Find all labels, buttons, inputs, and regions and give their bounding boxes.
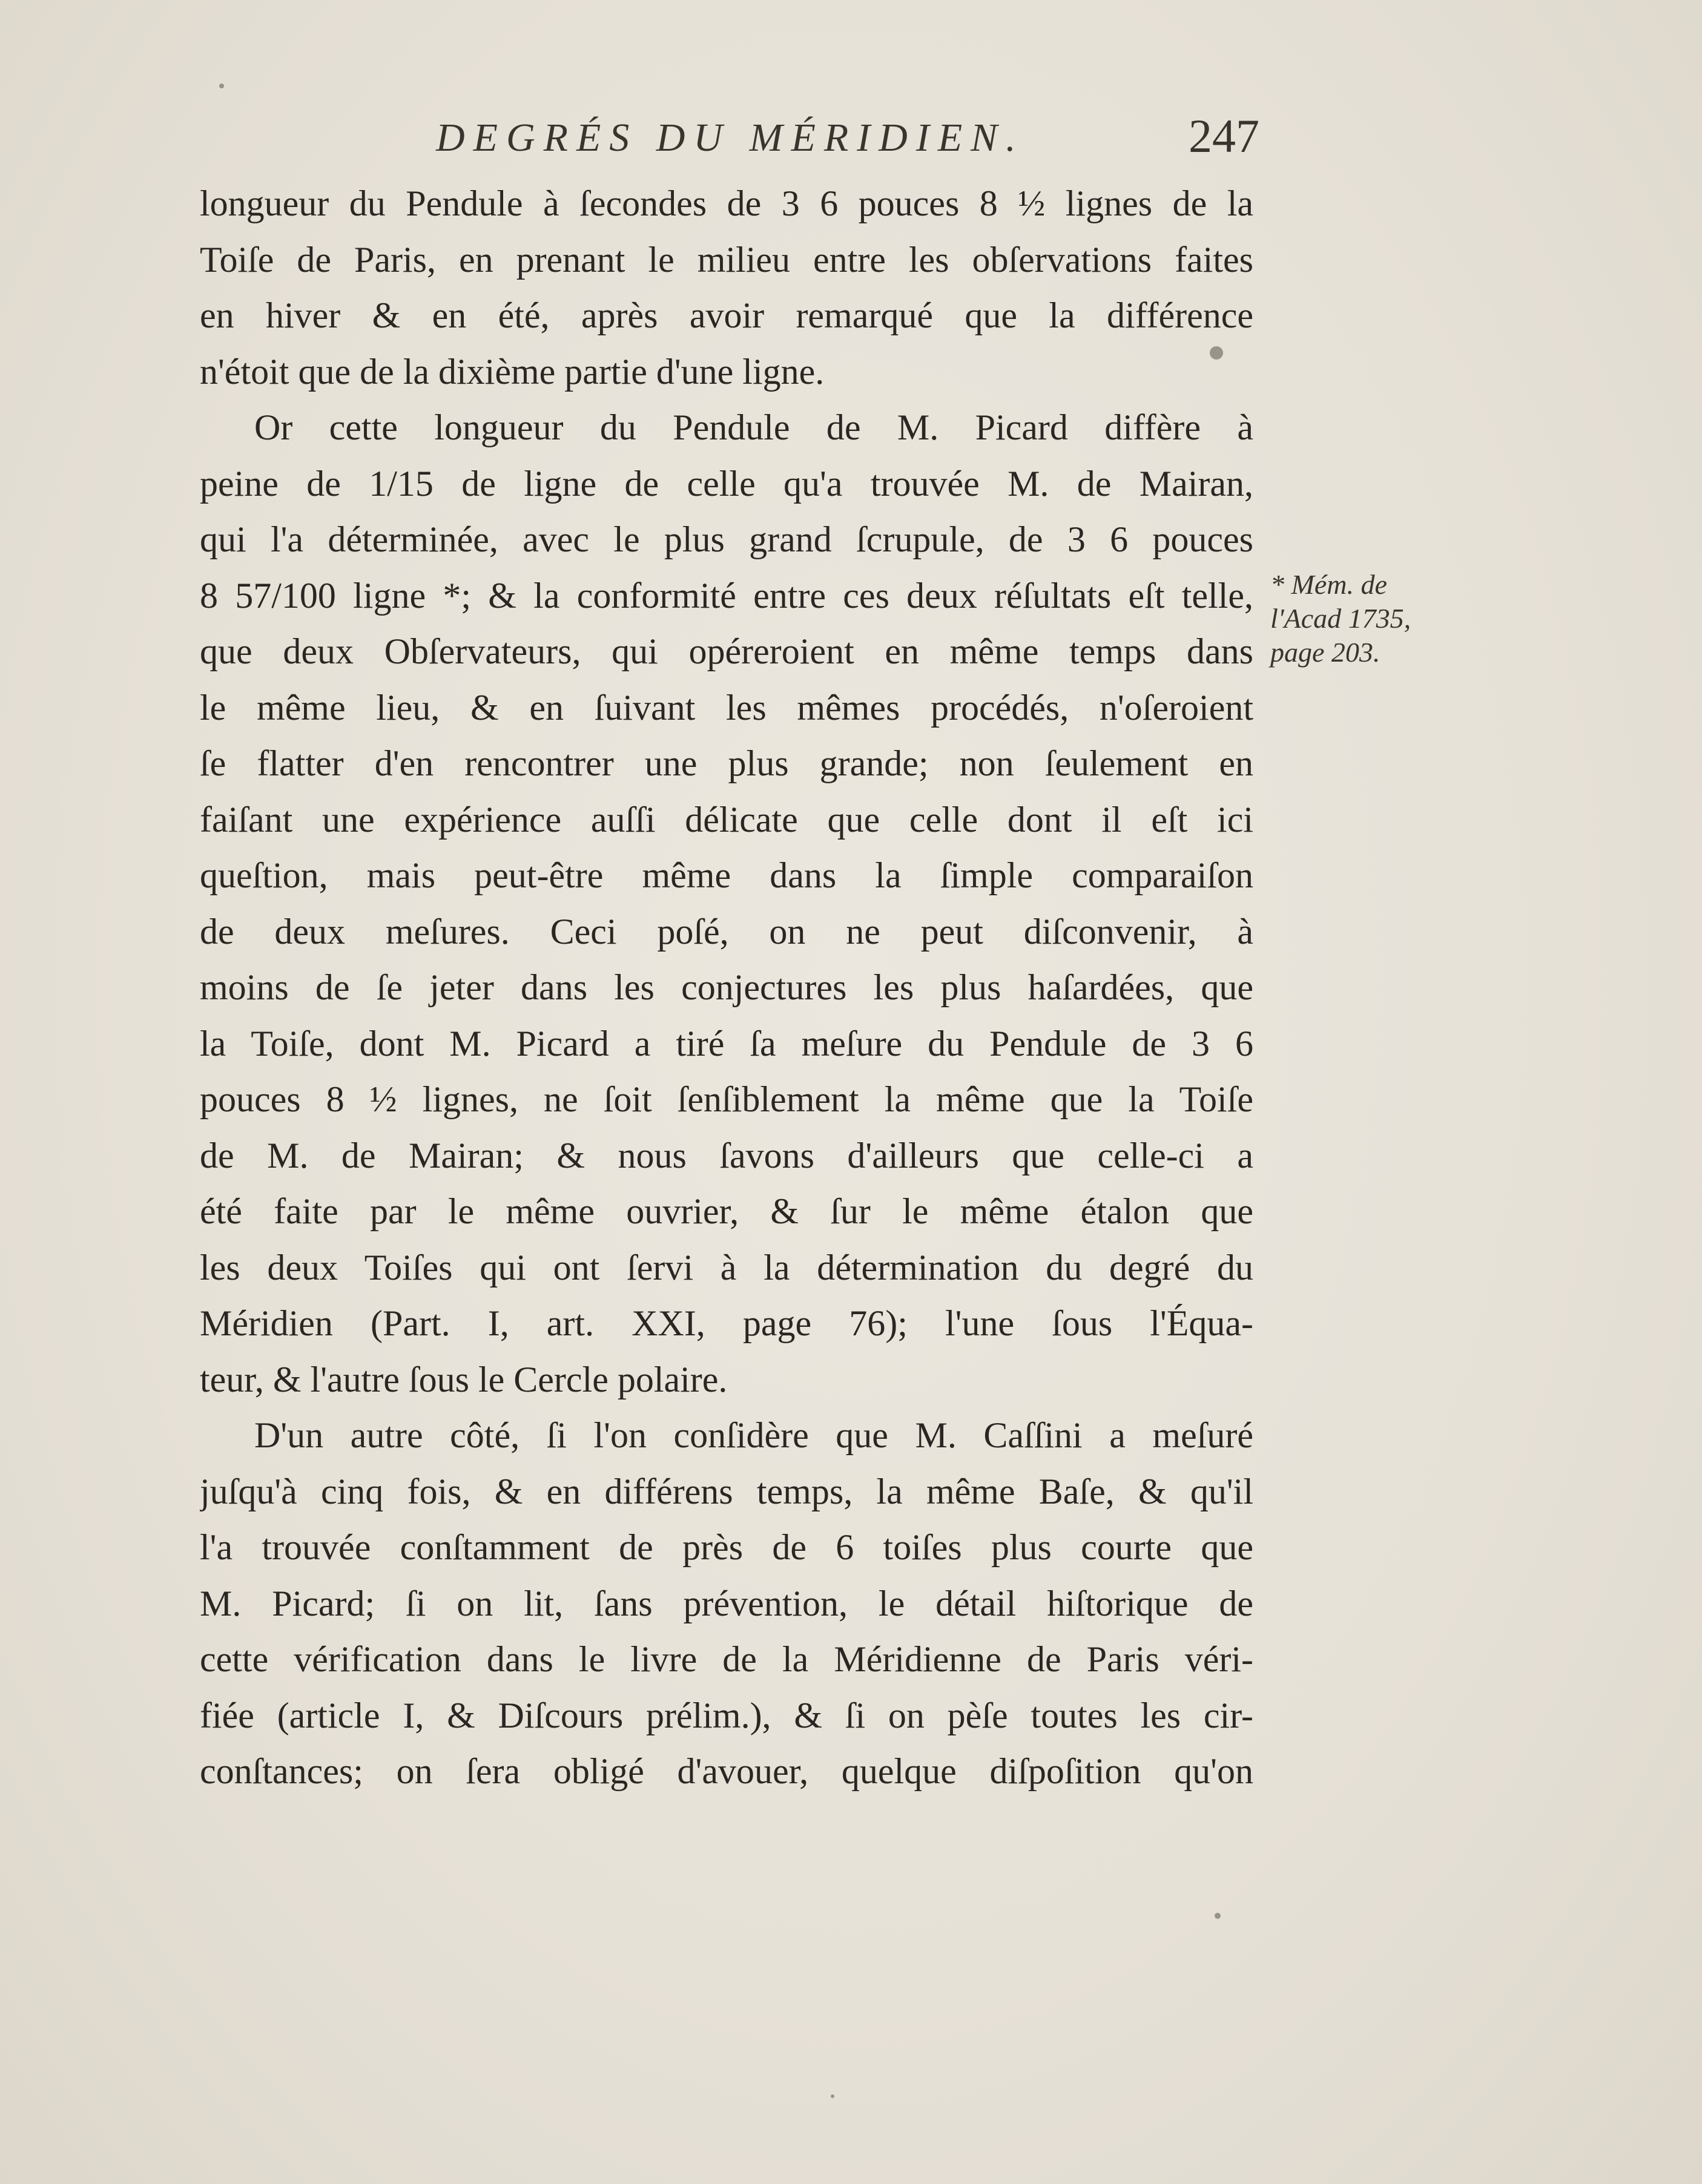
text-line: de M. de Mairan; & nous ſavons d'ailleurs que celle-ci a [200, 1135, 1253, 1176]
text-line: juſqu'à cinq fois, & en différens temps, la même Baſe, & qu'il [200, 1471, 1253, 1511]
text-line: l'a trouvée conſtamment de près de 6 toiſes plus courte que [200, 1527, 1253, 1567]
text-line: le même lieu, & en ſuivant les mêmes procédés, n'oſeroient [200, 687, 1253, 728]
text-line: peine de 1/15 de ligne de celle qu'a trouvée M. de Mairan, [200, 463, 1253, 504]
text-line: Toiſe de Paris, en prenant le milieu entre les obſervations faites [200, 239, 1253, 280]
margin-note [1270, 568, 1470, 669]
text-line: qui l'a déterminée, avec le plus grand ſcrupule, de 3 6 pouces [200, 519, 1253, 559]
text-line: conſtances; on ſera obligé d'avouer, quelque diſpoſition qu'on [200, 1751, 1253, 1791]
text-line: les deux Toiſes qui ont ſervi à la détermination du degré du [200, 1247, 1253, 1288]
text-line: de deux meſures. Ceci poſé, on ne peut diſconvenir, à [200, 911, 1253, 952]
margin-note-line: l'Acad 1735, [1270, 603, 1411, 634]
text-line: ſe flatter d'en rencontrer une plus grande; non ſeulement en [200, 743, 1253, 783]
text-line: M. Picard; ſi on lit, ſans prévention, le détail hiſtorique de [200, 1583, 1253, 1623]
text-line: Or cette longueur du Pendule de M. Picard diffère à [254, 407, 1253, 447]
text-line: D'un autre côté, ſi l'on conſidère que M. Caſſini a meſuré [254, 1415, 1253, 1455]
text-line: été faite par le même ouvrier, & ſur le même étalon que [200, 1191, 1253, 1231]
running-title: DEGRÉS DU MÉRIDIEN. [436, 116, 1024, 160]
text-line: fiée (article I, & Diſcours prélim.), & ſi on pèſe toutes les cir- [200, 1695, 1253, 1735]
text-line: queſtion, mais peut-être même dans la ſimple comparaiſon [200, 855, 1253, 895]
text-line: que deux Obſervateurs, qui opéreroient en même temps dans [200, 631, 1253, 671]
text-line: 8 57/100 ligne *; & la conformité entre ces deux réſultats eſt telle, [200, 575, 1253, 616]
ink-spot [1210, 346, 1223, 360]
ink-spot [831, 2094, 834, 2098]
ink-spot [1215, 1913, 1221, 1919]
margin-note-line: * Mém. de [1270, 569, 1387, 600]
text-line: Méridien (Part. I, art. XXI, page 76); l'une ſous l'Équa- [200, 1303, 1253, 1343]
ink-spot [219, 84, 224, 88]
body-text [200, 176, 1253, 1800]
text-line: pouces 8 ½ lignes, ne ſoit ſenſiblement la même que la Toiſe [200, 1079, 1253, 1119]
text-line: la Toiſe, dont M. Picard a tiré ſa meſure du Pendule de 3 6 [200, 1023, 1253, 1064]
page-header [424, 109, 1259, 182]
text-line: faiſant une expérience auſſi délicate que celle dont il eſt ici [200, 799, 1253, 840]
text-line: cette vérification dans le livre de la Méridienne de Paris véri- [200, 1639, 1253, 1679]
text-line: teur, & l'autre ſous le Cercle polaire. [200, 1359, 728, 1400]
text-line: n'étoit que de la dixième partie d'une ligne. [200, 351, 825, 392]
text-line: longueur du Pendule à ſecondes de 3 6 pouces 8 ½ lignes de la [200, 183, 1253, 223]
margin-note-line: page 203. [1270, 637, 1380, 668]
text-line: moins de ſe jeter dans les conjectures les plus haſardées, que [200, 967, 1253, 1007]
text-line: en hiver & en été, après avoir remarqué que la différence [200, 295, 1253, 335]
page-number: 247 [1189, 110, 1259, 162]
